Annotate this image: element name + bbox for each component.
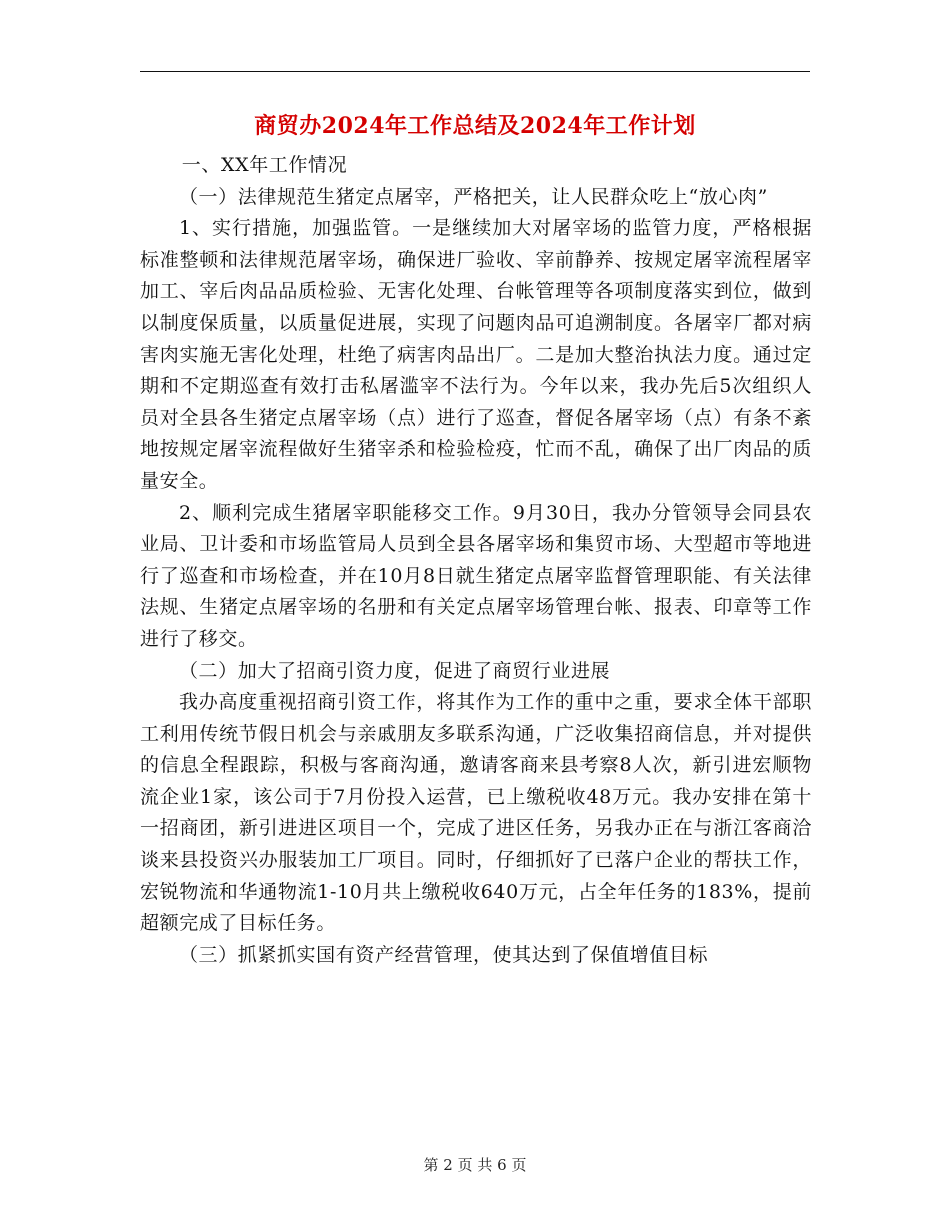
document-body xyxy=(140,150,812,971)
page-footer: 第 2 页 共 6 页 xyxy=(423,1156,527,1174)
section-heading-work-status: 一、XX年工作情况 xyxy=(181,154,348,176)
subsection-heading-investment: （二）加大了招商引资力度，促进了商贸行业进展 xyxy=(178,659,611,682)
subsection-heading-state-assets: （三）抓紧抓实国有资产经营管理，使其达到了保值增值目标 xyxy=(178,943,709,966)
paragraph-investment-attraction: 我办高度重视招商引资工作，将其作为工作的重中之重，要求全体干部职工利用传统节假日机会与亲戚朋友多联系沟通，广泛收集招商信息，并对提供的信息全程跟踪，积极与客商沟通，邀请客商来县考察8人次，新引进宏顺物流企业1家，该公司于7月份投入运营，已上缴税收48万元。我办安排在第十一招商团，新引进进区项目一个，完成了进区任务，另我办正在与浙江客商洽谈来县投资兴办服装加工厂项目。同时，仔细抓好了已落户企业的帮扶工作，宏锐物流和华通物流1-10月共上缴税收640万元，占全年任务的183%，提前超额完成了目标任务。 xyxy=(140,691,812,935)
subsection-heading-slaughter: （一）法律规范生猪定点屠宰，严格把关，让人民群众吃上“放心肉” xyxy=(178,185,768,208)
paragraph-function-transfer: 2、顺利完成生猪屠宰职能移交工作。9月30日，我办分管领导会同县农业局、卫计委和市场监管局人员到全县各屠宰场和集贸市场、大型超市等地进行了巡查和市场检查，并在10月8日就生猪定点屠宰监督管理职能、有关法律法规、生猪定点屠宰场的名册和有关定点屠宰场管理台帐、报表、印章等工作进行了移交。 xyxy=(140,501,812,650)
document-title: 商贸办2024年工作总结及2024年工作计划 xyxy=(254,113,696,139)
paragraph-supervision-measures: 1、实行措施，加强监管。一是继续加大对屠宰场的监管力度，严格根据标准整顿和法律规范屠宰场，确保进厂验收、宰前静养、按规定屠宰流程屠宰加工、宰后肉品品质检验、无害化处理、台帐管理等各项制度落实到位，做到以制度保质量，以质量促进展，实现了问题肉品可追溯制度。各屠宰厂都对病害肉实施无害化处理，杜绝了病害肉品出厂。二是加大整治执法力度。通过定期和不定期巡查有效打击私屠滥宰不法行为。今年以来，我办先后5次组织人员对全县各生猪定点屠宰场（点）进行了巡查，督促各屠宰场（点）有条不紊地按规定屠宰流程做好生猪宰杀和检验检疫，忙而不乱，确保了出厂肉品的质量安全。 xyxy=(140,217,812,492)
header-rule xyxy=(140,71,810,72)
